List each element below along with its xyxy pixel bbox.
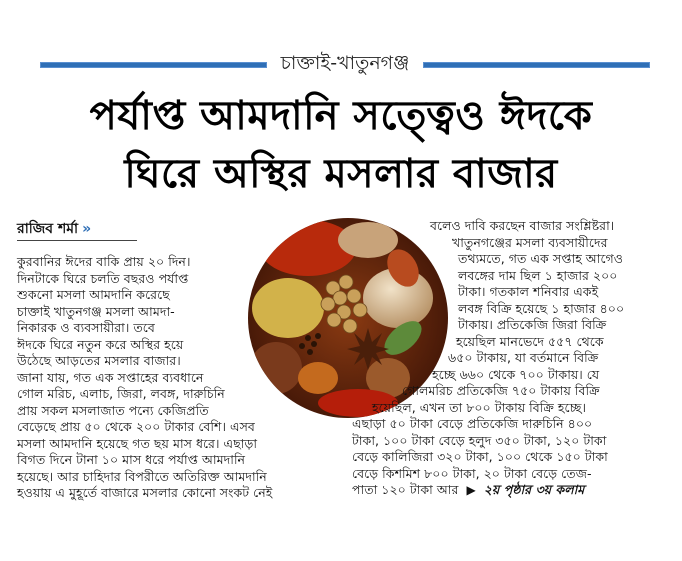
kicker-row: [40, 52, 650, 78]
article-line: বিগত দিনে টানা ১০ মাস ধরে পর্যাপ্ত আমদানি: [17, 452, 246, 467]
article-line: তথ্যমতে, গত এক সপ্তাহ আগেও: [458, 251, 624, 266]
article-line: টাকা। গতকাল শনিবার একই: [458, 284, 599, 299]
continued-on-link[interactable]: ২য় পৃষ্ঠার ৩য় কলাম: [483, 482, 585, 497]
article-line: টাকা, ১০০ টাকা বেড়ে হলুদ ৩৫০ টাকা, ১২০ টাকা: [352, 432, 607, 448]
article-line: বলেও দাবি করছেন বাজার সংশ্লিষ্টরা।: [430, 218, 615, 233]
article-line: বেড়ে কালিজিরা ৩২০ টাকা, ১০০ থেকে ১৫০ টাকা: [352, 449, 608, 464]
headline-line-1: পর্যাপ্ত আমদানি সত্ত্বেও ঈদকে: [89, 93, 593, 139]
article-line: এছাড়া ৫০ টাকা বেড়ে প্রতিকেজি দারুচিনি ৪০০: [352, 416, 593, 431]
article-line: হয়েছিল মানভেদে ৫৫৭ থেকে: [456, 333, 604, 349]
article-line: কুরবানির ঈদের বাকি প্রায় ২০ দিন।: [17, 254, 191, 269]
article-line: ৬৫০ টাকায়, যা বর্তমানে বিক্রি: [448, 350, 599, 365]
article-line: প্রায় সকল মসলাজাত পন্যে কেজিপ্রতি: [17, 402, 209, 418]
byline: [17, 217, 91, 241]
article-line: হওয়ায় এ মুহূর্তে বাজারে মসলার কোনো সংকট নেই: [17, 485, 273, 500]
article-last-line: [352, 482, 670, 499]
article-line: বেড়েছে প্রায় ৫০ থেকে ২০০ টাকার বেশি। এসব: [17, 419, 255, 434]
article-line: বেড়ে কিশমিশ ৮০০ টাকা, ২০ টাকা বেড়ে তেজ-: [352, 465, 592, 481]
kicker: চাক্তাই-খাতুনগঞ্জ: [280, 52, 410, 74]
article-line: চাক্তাই খাতুনগঞ্জ মসলা আমদা-: [17, 303, 175, 319]
kicker-rule-right: [423, 62, 650, 68]
kicker-rule-left: [40, 62, 267, 68]
article-right-column: [352, 218, 670, 499]
article-line: জানা যায়, গত এক সপ্তাহের ব্যবধানে: [17, 369, 204, 385]
article-line: ঈদকে ঘিরে নতুন করে অস্থির হয়ে: [17, 336, 184, 352]
byline-arrows: »: [82, 221, 92, 237]
byline-name: রাজিব শর্মা: [17, 221, 79, 237]
last-line-text: পাতা ১২০ টাকা আর: [352, 482, 459, 497]
article-line: খাতুনগঞ্জের মসলা ব্যবসায়ীদের: [452, 234, 608, 250]
headline-line-2: ঘিরে অস্থির মসলার বাজার: [124, 151, 558, 197]
article-line: দিনটাকে ঘিরে চলতি বছরও পর্যাপ্ত: [17, 270, 189, 286]
article-line: শুকনো মসলা আমদানি করেছে: [17, 287, 170, 302]
article-line: হয়েছিল, এখন তা ৮০০ টাকায় বিক্রি হচ্ছে।: [372, 399, 586, 415]
article-left-column: [17, 254, 347, 502]
article-line: লবঙ্গ বিক্রি হয়েছে ১ হাজার ৪০০: [458, 300, 625, 316]
article-line: টাকায়। প্রতিকেজি জিরা বিক্রি: [458, 317, 607, 332]
article-line: হয়েছে। আর চাহিদার বিপরীতে অতিরিক্ত আমদানি: [17, 468, 267, 484]
article-line: নিকারক ও ব্যবসায়ীরা। তবে: [17, 320, 155, 335]
continue-arrow-icon: ▶: [466, 483, 476, 497]
article-line: গোল মরিচ, এলাচ, জিরা, লবঙ্গ, দারুচিনি: [17, 386, 225, 401]
article-line: গোলমরিচ প্রতিকেজি ৭৫০ টাকায় বিক্রি: [402, 383, 600, 398]
article-line: হচ্ছে ৬৬০ থেকে ৭০০ টাকায়। যে: [432, 366, 600, 382]
byline-rule: [17, 240, 137, 241]
article-line: মসলা আমদানি হয়েছে গত ছয় মাস ধরে। এছাড়া: [17, 435, 258, 451]
article-line: লবঙ্গের দাম ছিল ১ হাজার ২০০: [458, 267, 618, 283]
article-line: উঠেছে আড়তের মসলার বাজার।: [17, 353, 181, 368]
